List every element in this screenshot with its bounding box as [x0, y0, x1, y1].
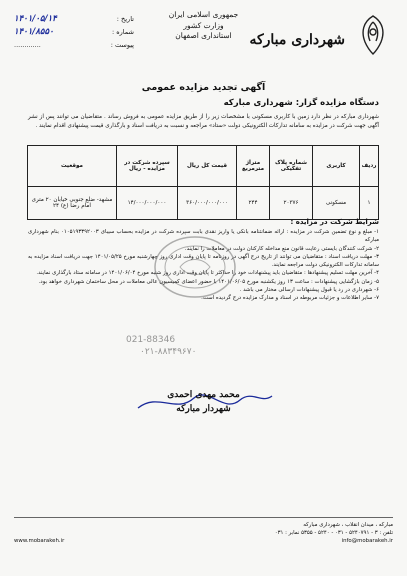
condition-item: ۵- زمان بازگشایی پیشنهادات : ساعت ۱۳ روز یکشنبه مورخ ۱۴۰۱/۰۶/۰۵ با حضور اعضای کمیسیون عالی معاملات در محل ساختمان شهرداری خواهد بود. — [38, 278, 379, 285]
cell-usage: مسکونی — [313, 187, 360, 220]
cell-plot: ۲۰۳۷۶ — [270, 187, 313, 220]
footer-address: مبارکه ، میدان انقلاب ، شهرداری مبارکه — [303, 522, 393, 528]
attachment-label: پیوست : — [110, 40, 134, 49]
signature-block — [0, 388, 407, 416]
col-usage: کاربری — [313, 146, 360, 187]
table-header-row — [28, 146, 379, 187]
condition-item: ۶- شهرداری در رد یا قبول پیشنهادات ارسالی مختار می باشد . — [239, 287, 379, 294]
number-value: ۱۴۰۱/۸۵۵۰ — [14, 26, 54, 37]
cell-area: ۲۴۴ — [237, 187, 270, 220]
condition-item: ۷- سایر اطلاعات و جزئیات مربوطه در اسناد و مدارک مزایده درج گردیده است. — [201, 295, 379, 302]
table-row — [28, 187, 379, 220]
col-deposit: سپرده شرکت در مزایده - ریال — [117, 146, 178, 187]
col-location: موقعیت — [28, 146, 117, 187]
ministry-line: وزارت کشور — [183, 20, 224, 30]
round-stamp-icon — [150, 232, 240, 302]
col-plot: شماره پلاک تفکیکی — [270, 146, 313, 187]
notice-organizer: دستگاه مزایده گزار: شهرداری مبارکه — [223, 98, 379, 108]
notice-intro: شهرداری مبارکه در نظر دارد زمین با کاربری مسکونی با مشخصات زیر را از طریق مزایده عمومی به فروش رساند . متقاضیان می توانند پس از نشر آگهی جهت شرکت در مزایده به سامانه تدارکات الکترونیکی دولت «ستاد» مراجعه و نسبت به دریافت اسناد و بارگذاری قیمت پیشنهادی اقدام نمایند . — [28, 114, 379, 129]
auction-table — [27, 145, 379, 220]
watermark-phone: 021-88346 — [126, 335, 176, 345]
col-price: قیمت کل ریال — [178, 146, 237, 187]
condition-item: ۳- مهلت دریافت اسناد : متقاضیان می توانند از تاریخ درج آگهی در روزنامه تا پایان وقت اداری روز چهارشنبه مورخ ۱۴۰۱/۰۵/۲۵ جهت دریافت اسناد مزایده به سامانه تدارکات الکترونیکی دولت مراجعه نمایند. — [28, 253, 379, 269]
cell-price: ۳۶۰/۰۰۰/۰۰۰/۰۰۰ — [178, 187, 237, 220]
footer-phone: تلفن : ۳ - ۵۲۴۰۷۹۱ - ۰۳۱ - ۵۲۴۰ - ۵۳۵۵ نمابر : ۰۳۱ — [274, 530, 393, 536]
col-area: متراژ مترمربع — [237, 146, 270, 187]
municipality-emblem-icon — [353, 12, 393, 58]
signatory-name: محمد مهدی احمدی — [167, 390, 240, 400]
number-label: شماره : — [112, 27, 134, 36]
cell-row: ۱ — [360, 187, 379, 220]
footer — [14, 521, 393, 545]
notice-title: آگهی تجدید مزایده عمومی — [141, 82, 266, 93]
condition-item: ۱- مبلغ و نوع تضمین شرکت در مزایده : ارائه ضمانتنامه بانکی یا واریز نقدی بابت سپرده شرکت در مزایده بحساب سیبای ۰۱۰۵۱۹۳۳۹۲۰۰۳ بنام شهرداری مبارکه — [28, 229, 379, 244]
ministry-header — [0, 10, 407, 42]
col-row: ردیف — [360, 146, 379, 187]
brand-name: شهرداری مبارکه — [249, 32, 345, 48]
date-label: تاریخ : — [116, 14, 134, 23]
footer-website[interactable]: www.mobarakeh.ir — [14, 538, 65, 544]
attachment-blank: ............. — [14, 40, 41, 49]
cell-deposit: ۱۴/۰۰۰/۰۰۰/۰۰۰ — [117, 187, 178, 220]
cell-location: مشهد- ضلع جنوبی خیابان ۲۰ متری امام رضا (ع) ۲۴ — [28, 187, 117, 220]
ministry-line: استانداری اصفهان — [175, 31, 232, 40]
conditions-title: شرایط شرکت در مزایده : — [290, 218, 379, 226]
condition-item: ۴- آخرین مهلت تسلیم پیشنهادها : متقاضیان باید پیشنهادات خود را حداکثر تا پایان وقت اداری روز شنبه مورخ ۱۴۰۱/۰۶/۰۴ در سامانه ستاد بارگذاری نمایند. — [36, 270, 379, 277]
footer-divider — [14, 517, 393, 518]
footer-email[interactable]: info@mobarakeh.ir — [341, 538, 393, 544]
condition-item: ۲- شرکت کنندگان بایستی رعایت قانون منع مداخله کارکنان دولت در معاملات را نمایند. — [184, 245, 379, 252]
watermark-phone-fa: ۰۲۱-۸۸۳۴۹۶۷۰ — [140, 347, 197, 357]
signatory-position: شهردار مبارکه — [176, 404, 231, 414]
ministry-line: جمهوری اسلامی ایران — [168, 10, 239, 19]
footer-contacts — [14, 537, 393, 545]
date-value: ۱۴۰۱/۰۵/۱۴ — [14, 13, 57, 24]
